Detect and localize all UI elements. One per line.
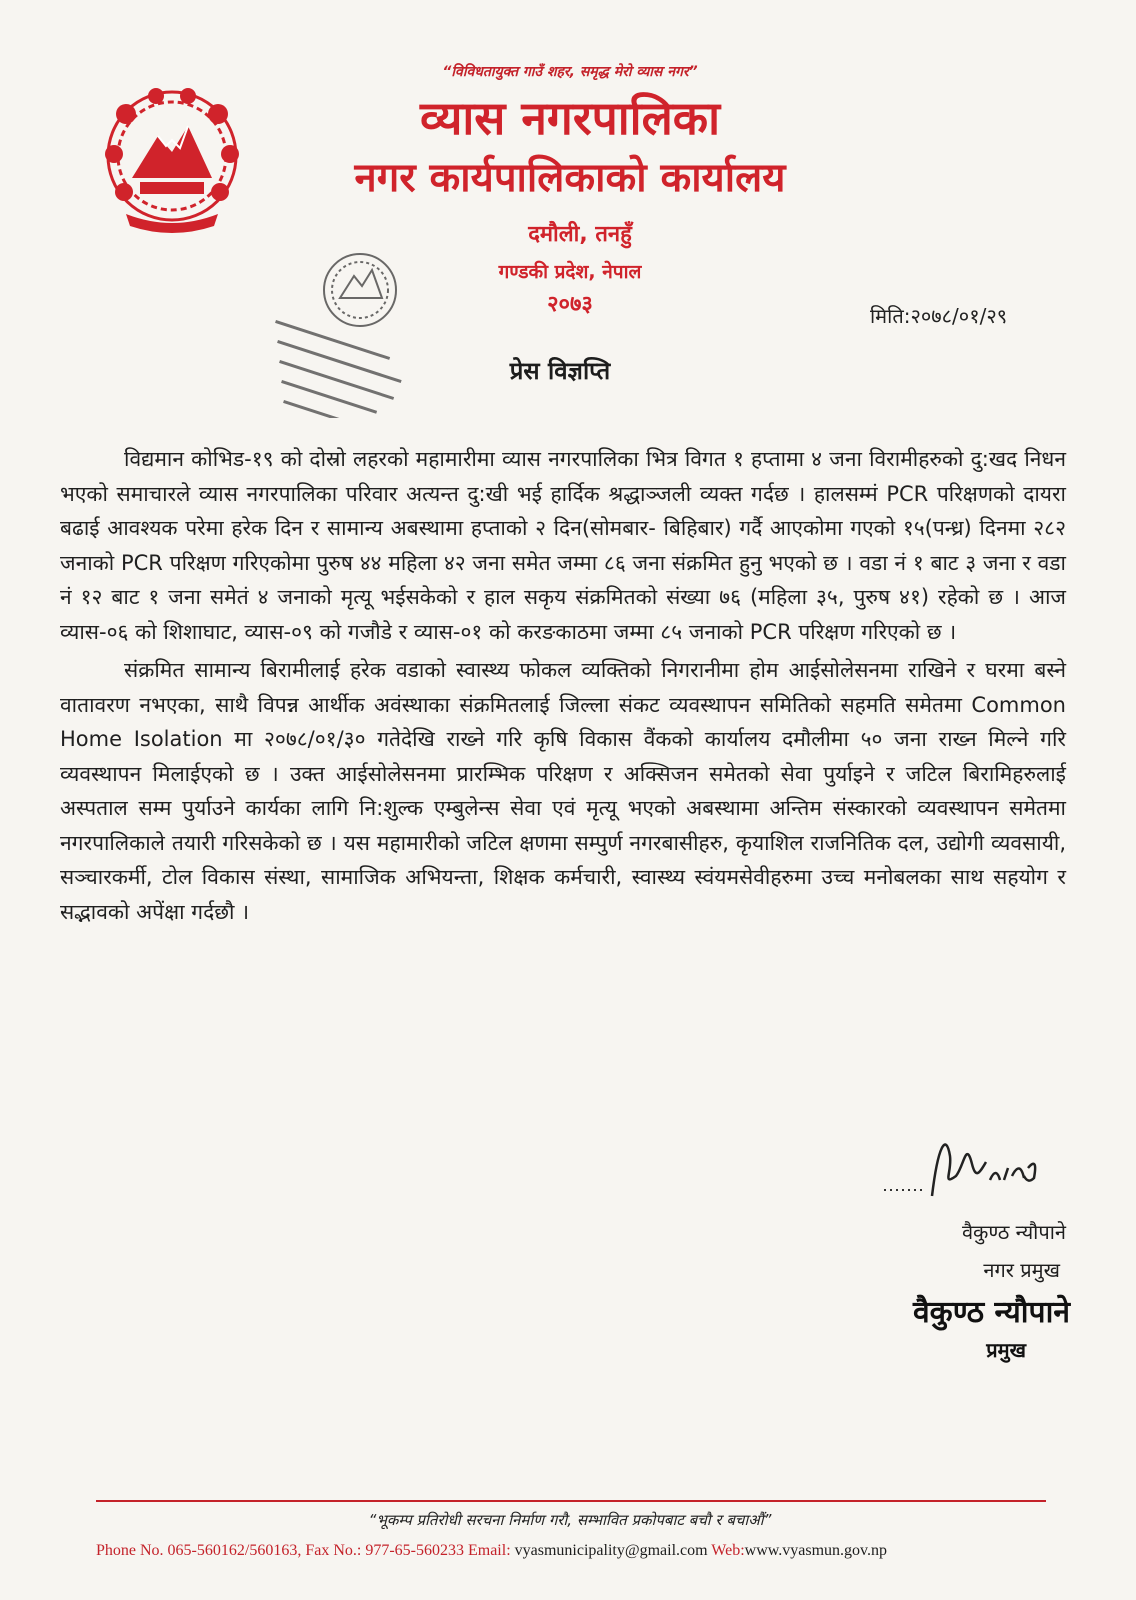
document-title: प्रेस विज्ञप्ति	[509, 357, 611, 385]
letterhead-slogan: “विविधतायुक्त गाउँ शहर, समृद्ध मेरो व्यास नगर”	[442, 64, 698, 80]
signer-title: नगर प्रमुख	[983, 1258, 1060, 1282]
fax-number: Fax No.: 977-65-560233	[305, 1542, 464, 1559]
municipality-name: व्यास नगरपालिका	[419, 91, 721, 145]
document-body	[60, 442, 1066, 929]
office-name: नगर कार्यपालिकाको कार्यालय	[354, 155, 786, 201]
title-stamp: प्रमुख	[986, 1338, 1026, 1362]
phone-number: Phone No. 065-560162/560163,	[96, 1542, 302, 1559]
website-link[interactable]: www.vyasmun.gov.np	[744, 1542, 888, 1559]
office-location: दमौली, तनहुँ	[528, 222, 632, 247]
web-label: Web:	[711, 1542, 745, 1559]
signer-name: वैकुण्ठ न्यौपाने	[961, 1220, 1066, 1244]
footer-contact	[96, 1542, 1056, 1560]
name-stamp: वैकुण्ठ न्यौपाने	[913, 1295, 1070, 1330]
email-link[interactable]: vyasmunicipality@gmail.com	[514, 1542, 708, 1559]
nepal-government-emblem-icon	[96, 74, 248, 236]
establishment-year: २०७३	[547, 292, 593, 317]
email-label: Email:	[467, 1542, 511, 1559]
footer-divider	[96, 1500, 1046, 1502]
province-line: गण्डकी प्रदेश, नेपाल	[498, 261, 642, 283]
document-date: मिति:२०७८/०१/२९	[870, 304, 1008, 328]
body-paragraph: संक्रमित सामान्य बिरामीलाई हरेक वडाको स्वास्थ्य फोकल व्यक्तिको निगरानीमा होम आईसोलेसनमा राखिने र घरमा बस्ने वातावरण नभएका, साथै विपन्न आर्थीक अवंस्थाका संक्रमितलाई जिल्ला संकट व्यवस्थापन समितिको सहमति समेतमा Common Home Isolation मा २०७८/०१/३० गतेदेखि राख्ने गरि कृषि विकास वैंकको कार्यालय दमौलीमा ५० जना राख्न मिल्ने गरि व्यवस्थापन मिलाईएको छ । उक्त आईसोलेसनमा प्रारम्भिक परिक्षण र अक्सिजन समेतको सेवा पुर्याइने र जटिल बिरामिहरुलाई अस्पताल सम्म पुर्याउने कार्यका लागि नि:शुल्क एम्बुलेन्स सेवा एवं मृत्यू भएको अबस्थामा अन्तिम संस्कारको व्यवस्थापन समेतमा नगरपालिकाले तयारी गरिसकेको छ । यस महामारीको जटिल क्षणमा सम्पुर्ण नगरबासीहरु, कृयाशिल राजनितिक दल, उद्योगी व्यवसायी, सञ्चारकर्मी, टोल विकास संस्था, सामाजिक अभियन्ता, शिक्षक कर्मचारी, स्वास्थ्य स्वंयमसेवीहरुमा उच्च मनोबलका साथ सहयोग र सद्भावको अपेंक्षा गर्दछौ ।	[60, 658, 1066, 924]
body-paragraph: विद्यमान कोभिड-१९ को दोस्रो लहरको महामारीमा व्यास नगरपालिका भित्र विगत १ हप्तामा ४ जना विरामीहरुको दु:खद निधन भएको समाचारले व्यास नगरपालिका परिवार अत्यन्त दु:खी भई हार्दिक श्रद्धाञ्जली व्यक्त गर्दछ । हालसम्मं PCR परिक्षणको दायरा बढाई आवश्यक परेमा हरेक दिन र सामान्य अबस्थामा हप्ताको २ दिन(सोमबार- बिहिबार) गर्दै आएकोमा गएको १५(पन्ध्र) दिनमा २८२ जनाको PCR परिक्षण गरिएकोमा पुरुष ४४ महिला ४२ जना समेत जम्मा ८६ जना संक्रमित हुनु भएको छ । वडा नं १ बाट ३ जना र वडा नं १२ बाट १ जना समेतं ४ जनाको मृत्यू भईसकेको र हाल सकृय संक्रमितको संख्या ७६ (महिला ३५, पुरुष ४१) रहेको छ । आज व्यास-०६ को शिशाघाट, व्यास-०९ को गजौडे र व्यास-०१ को करङकाठमा जम्मा ८५ जनाको PCR परिक्षण गरिएको छ ।	[60, 447, 1066, 644]
footer-slogan: “भूकम्प प्रतिरोधी सरचना निर्माण गरौ, सम्भावित प्रकोपबाट बचौ र बचाऔं”	[368, 1511, 772, 1529]
office-seal-stamp-icon	[268, 240, 436, 418]
handwritten-signature-icon	[880, 1126, 1060, 1206]
